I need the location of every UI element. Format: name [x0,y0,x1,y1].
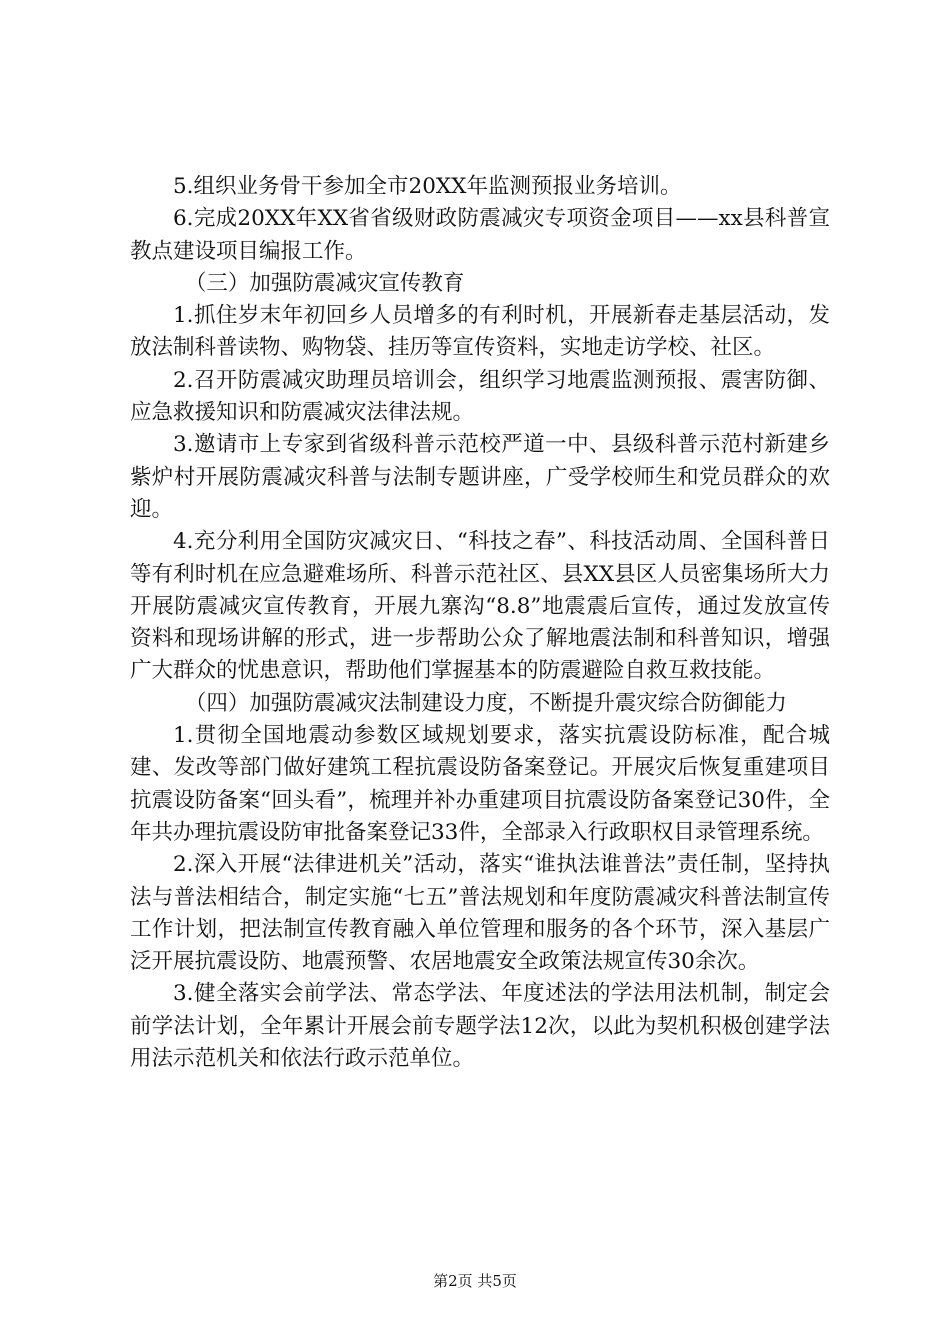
paragraph-item: 6.完成20XX年XX省省级财政防震减灾专项资金项目——xx县科普宣教点建设项目编报工作。 [130,206,830,264]
paragraph-item: 5.组织业务骨干参加全市20XX年监测预报业务培训。 [173,174,682,199]
section-heading: （三）加强防震减灾宣传教育 [184,270,465,296]
paragraph-item: 2.深入开展“法律进机关”活动，落实“谁执法谁普法”责任制，坚持执法与普法相结合，制定实施“七五”普法规划和年度防震减灾科普法制宣传工作计划，把法制宣传教育融入单位管理和服务的各个环节，深入基层广泛开展抗震设防、地震预警、农居地震安全政策法规宣传30余次。 [130,852,830,975]
paragraph-item: 2.召开防震减灾助理员培训会，组织学习地震监测预报、震害防御、应急救援知识和防震减灾法律法规。 [130,367,830,426]
section-heading: （四）加强防震减灾法制建设力度，不断提升震灾综合防御能力 [184,690,787,716]
paragraph-item: 3.健全落实会前学法、常态学法、年度述法的学法用法机制，制定会前学法计划，全年累计开展会前专题学法12次，以此为契机积极创建学法用法示范机关和依法行政示范单位。 [130,981,830,1072]
document-body [130,171,830,1075]
paragraph-item: 4.充分利用全国防灾减灾日、“科技之春”、科技活动周、全国科普日等有利时机在应急避难场所、科普示范社区、县XX县区人员密集场所大力开展防震减灾宣传教育，开展九寨沟“8.8”地震震后宣传，通过发放宣传资料和现场讲解的形式，进一步帮助公众了解地震法制和科普知识，增强广大群众的忧患意识，帮助他们掌握基本的防震避险自救互救技能。 [130,529,830,684]
page-number-footer: 第2页 共5页 [433,1272,517,1290]
paragraph-item: 1.抓住岁末年初回乡人员增多的有利时机，开展新春走基层活动，发放法制科普读物、购物袋、挂历等宣传资料，实地走访学校、社区。 [130,303,830,361]
paragraph-item: 3.邀请市上专家到省级科普示范校严道一中、县级科普示范村新建乡紫炉村开展防震减灾科普与法制专题讲座，广受学校师生和党员群众的欢迎。 [130,432,830,522]
paragraph-item: 1.贯彻全国地震动参数区域规划要求，落实抗震设防标准，配合城建、发改等部门做好建筑工程抗震设防备案登记。开展灾后恢复重建项目抗震设防备案“回头看”，梳理并补办重建项目抗震设防备案登记30件，全年共办理抗震设防审批备案登记33件，全部录入行政职权目录管理系统。 [130,723,830,845]
